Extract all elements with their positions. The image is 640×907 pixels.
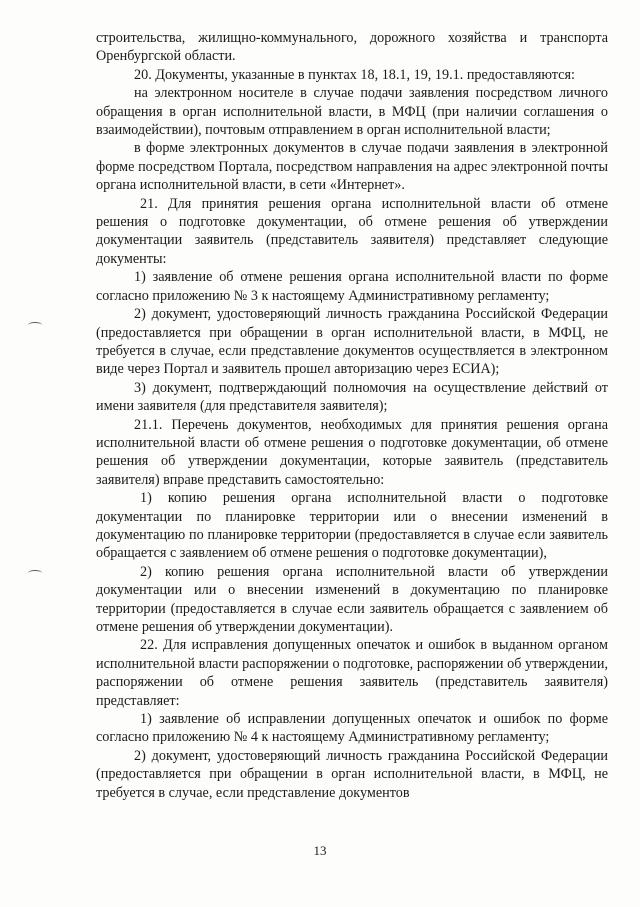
page-number: 13	[313, 843, 327, 858]
paragraph: 2) документ, удостоверяющий личность гражданина Российской Федерации (предоставляется при обращении в орган исполнительной власти, в МФЦ, не требуется в случае, если представление документов осуществляется в электронном виде через Портал и заявитель прошел авторизацию через ЕСИА);	[96, 306, 608, 378]
paragraph: на электронном носителе в случае подачи заявления посредством личного обращения в орган исполнительной власти, в МФЦ (при наличии соглашения о взаимодействии), почтовым отправлением в орган исполнительной власти;	[96, 85, 608, 139]
paragraph: 20. Документы, указанные в пунктах 18, 18.1, 19, 19.1. предоставляются:	[134, 66, 575, 83]
paragraph: 1) заявление об отмене решения органа исполнительной власти по форме согласно приложению № 3 к настоящему Административному регламенту;	[96, 269, 608, 304]
paragraph: в форме электронных документов в случае подачи заявления в электронной форме посредством Портала, посредством направления на адрес электронной почты органа исполнительной власти, в сети «Интернет».	[96, 140, 608, 194]
paragraph: 2) документ, удостоверяющий личность гражданина Российской Федерации (предоставляется при обращении в орган исполнительной власти, в МФЦ, не требуется в случае, если представление документов	[96, 747, 608, 801]
paragraph: 2) копию решения органа исполнительной власти об утверждении документации или о внесении изменений в документацию по планировке территории (предоставляется в случае если заявитель обращается с заявлением об отмене решения об утверждении документации).	[96, 563, 608, 635]
paragraph: 1) заявление об исправлении допущенных опечаток и ошибок по форме согласно приложению № 4 к настоящему Административному регламенту;	[96, 711, 608, 746]
paragraph: 22. Для исправления допущенных опечаток и ошибок в выданном органом исполнительной власти распоряжении о подготовке, распоряжении об утверждении, распоряжении об отмене решения заявитель (представитель заявителя) представляет:	[96, 637, 608, 709]
document-body	[96, 29, 608, 802]
paragraph: 21. Для принятия решения органа исполнительной власти об отмене решения о подготовке документации, об отмене решения об утверждении документации заявитель (представитель заявителя) представляет следующие документы:	[96, 195, 608, 267]
margin-mark	[28, 570, 42, 576]
paragraph: строительства, жилищно-коммунального, дорожного хозяйства и транспорта Оренбургской области.	[96, 30, 608, 65]
paragraph: 21.1. Перечень документов, необходимых для принятия решения органа исполнительной власти об отмене решения о подготовке документации, об отмене решения об утверждении документации, которые заявитель (представитель заявителя) вправе представить самостоятельно:	[96, 416, 608, 488]
paragraph: 1) копию решения органа исполнительной власти о подготовке документации по планировке территории или о внесении изменений в документацию по планировке территории (предоставляется в случае если заявитель обращается с заявлением об отмене решения о подготовке документации),	[96, 490, 608, 562]
paragraph: 3) документ, подтверждающий полномочия на осуществление действий от имени заявителя (для представителя заявителя);	[96, 379, 608, 415]
margin-mark	[28, 322, 42, 328]
